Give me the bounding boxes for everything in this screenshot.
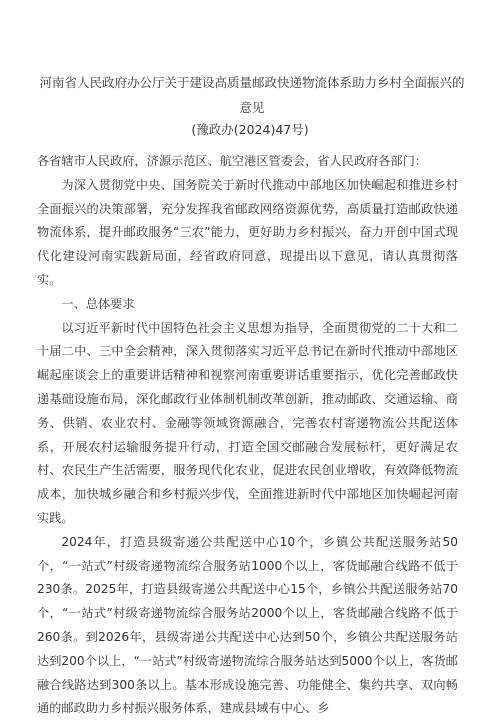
section-heading: 一、总体要求 <box>61 296 135 311</box>
intro-paragraph: 为深入贯彻党中央、国务院关于新时代推动中部地区加快崛起和推进乡村全面振兴的决策部署，充分发挥我省邮政网络资源优势，高质量打造邮政快递物流体系，提升邮政服务“三农”能力，更好助力乡村振兴，奋力开创中国式现代化建设河南实践新局面，经省政府同意，现提出以下意见，请认真贯彻落实。 <box>37 177 458 287</box>
document-body <box>37 150 458 721</box>
document-title: 河南省人民政府办公厅关于建设高质量邮政快递物流体系助力乡村全面振兴的意见 <box>39 75 465 115</box>
body-paragraph: 2024年，打造县级寄递公共配送中心10个，乡镇公共配送服务站50个，“一站式”村级寄递物流综合服务站1000个以上，客货邮融合线路不低于230条。2025年，打造县级寄递公共配送中心15个，乡镇公共配送服务站70个，“一站式”村级寄递物流综合服务站2000个以上，客货邮融合线路不低于260条。到2026年，县级寄递公共配送中心达到50个，乡镇公共配送服务站达到200个以上，“一站式”村级寄递物流综合服务站达到5000个以上，客货邮融合线路达到300条以上。基本形成设施完善、功能健全、集约共享、双向畅通的邮政助力乡村振兴服务体系，建成县域有中心、乡 <box>37 534 458 716</box>
body-paragraph: 以习近平新时代中国特色社会主义思想为指导，全面贯彻党的二十大和二十届二中、三中全会精神，深入贯彻落实习近平总书记在新时代推动中部地区崛起座谈会上的重要讲话精神和视察河南重要讲话重要指示，优化完善邮政快递基础设施布局，深化邮政行业体制机制改革创新，推动邮政、交通运输、商务、供销、农业农村、金融等领域资源融合，完善农村寄递物流公共配送体系，开展农村运输服务提升行动，打造全国交邮融合发展标杆，更好满足农村、农民生产生活需要，服务现代化农业，促进农民创业增收，有效降低物流成本，加快城乡融合和乡村振兴步伐，全面推进新时代中部地区加快崛起河南实践。 <box>37 320 458 525</box>
addressee: 各省辖市人民政府，济源示范区、航空港区管委会，省人民政府各部门： <box>37 154 427 168</box>
document-number: (豫政办(2024)47号) <box>191 122 309 137</box>
